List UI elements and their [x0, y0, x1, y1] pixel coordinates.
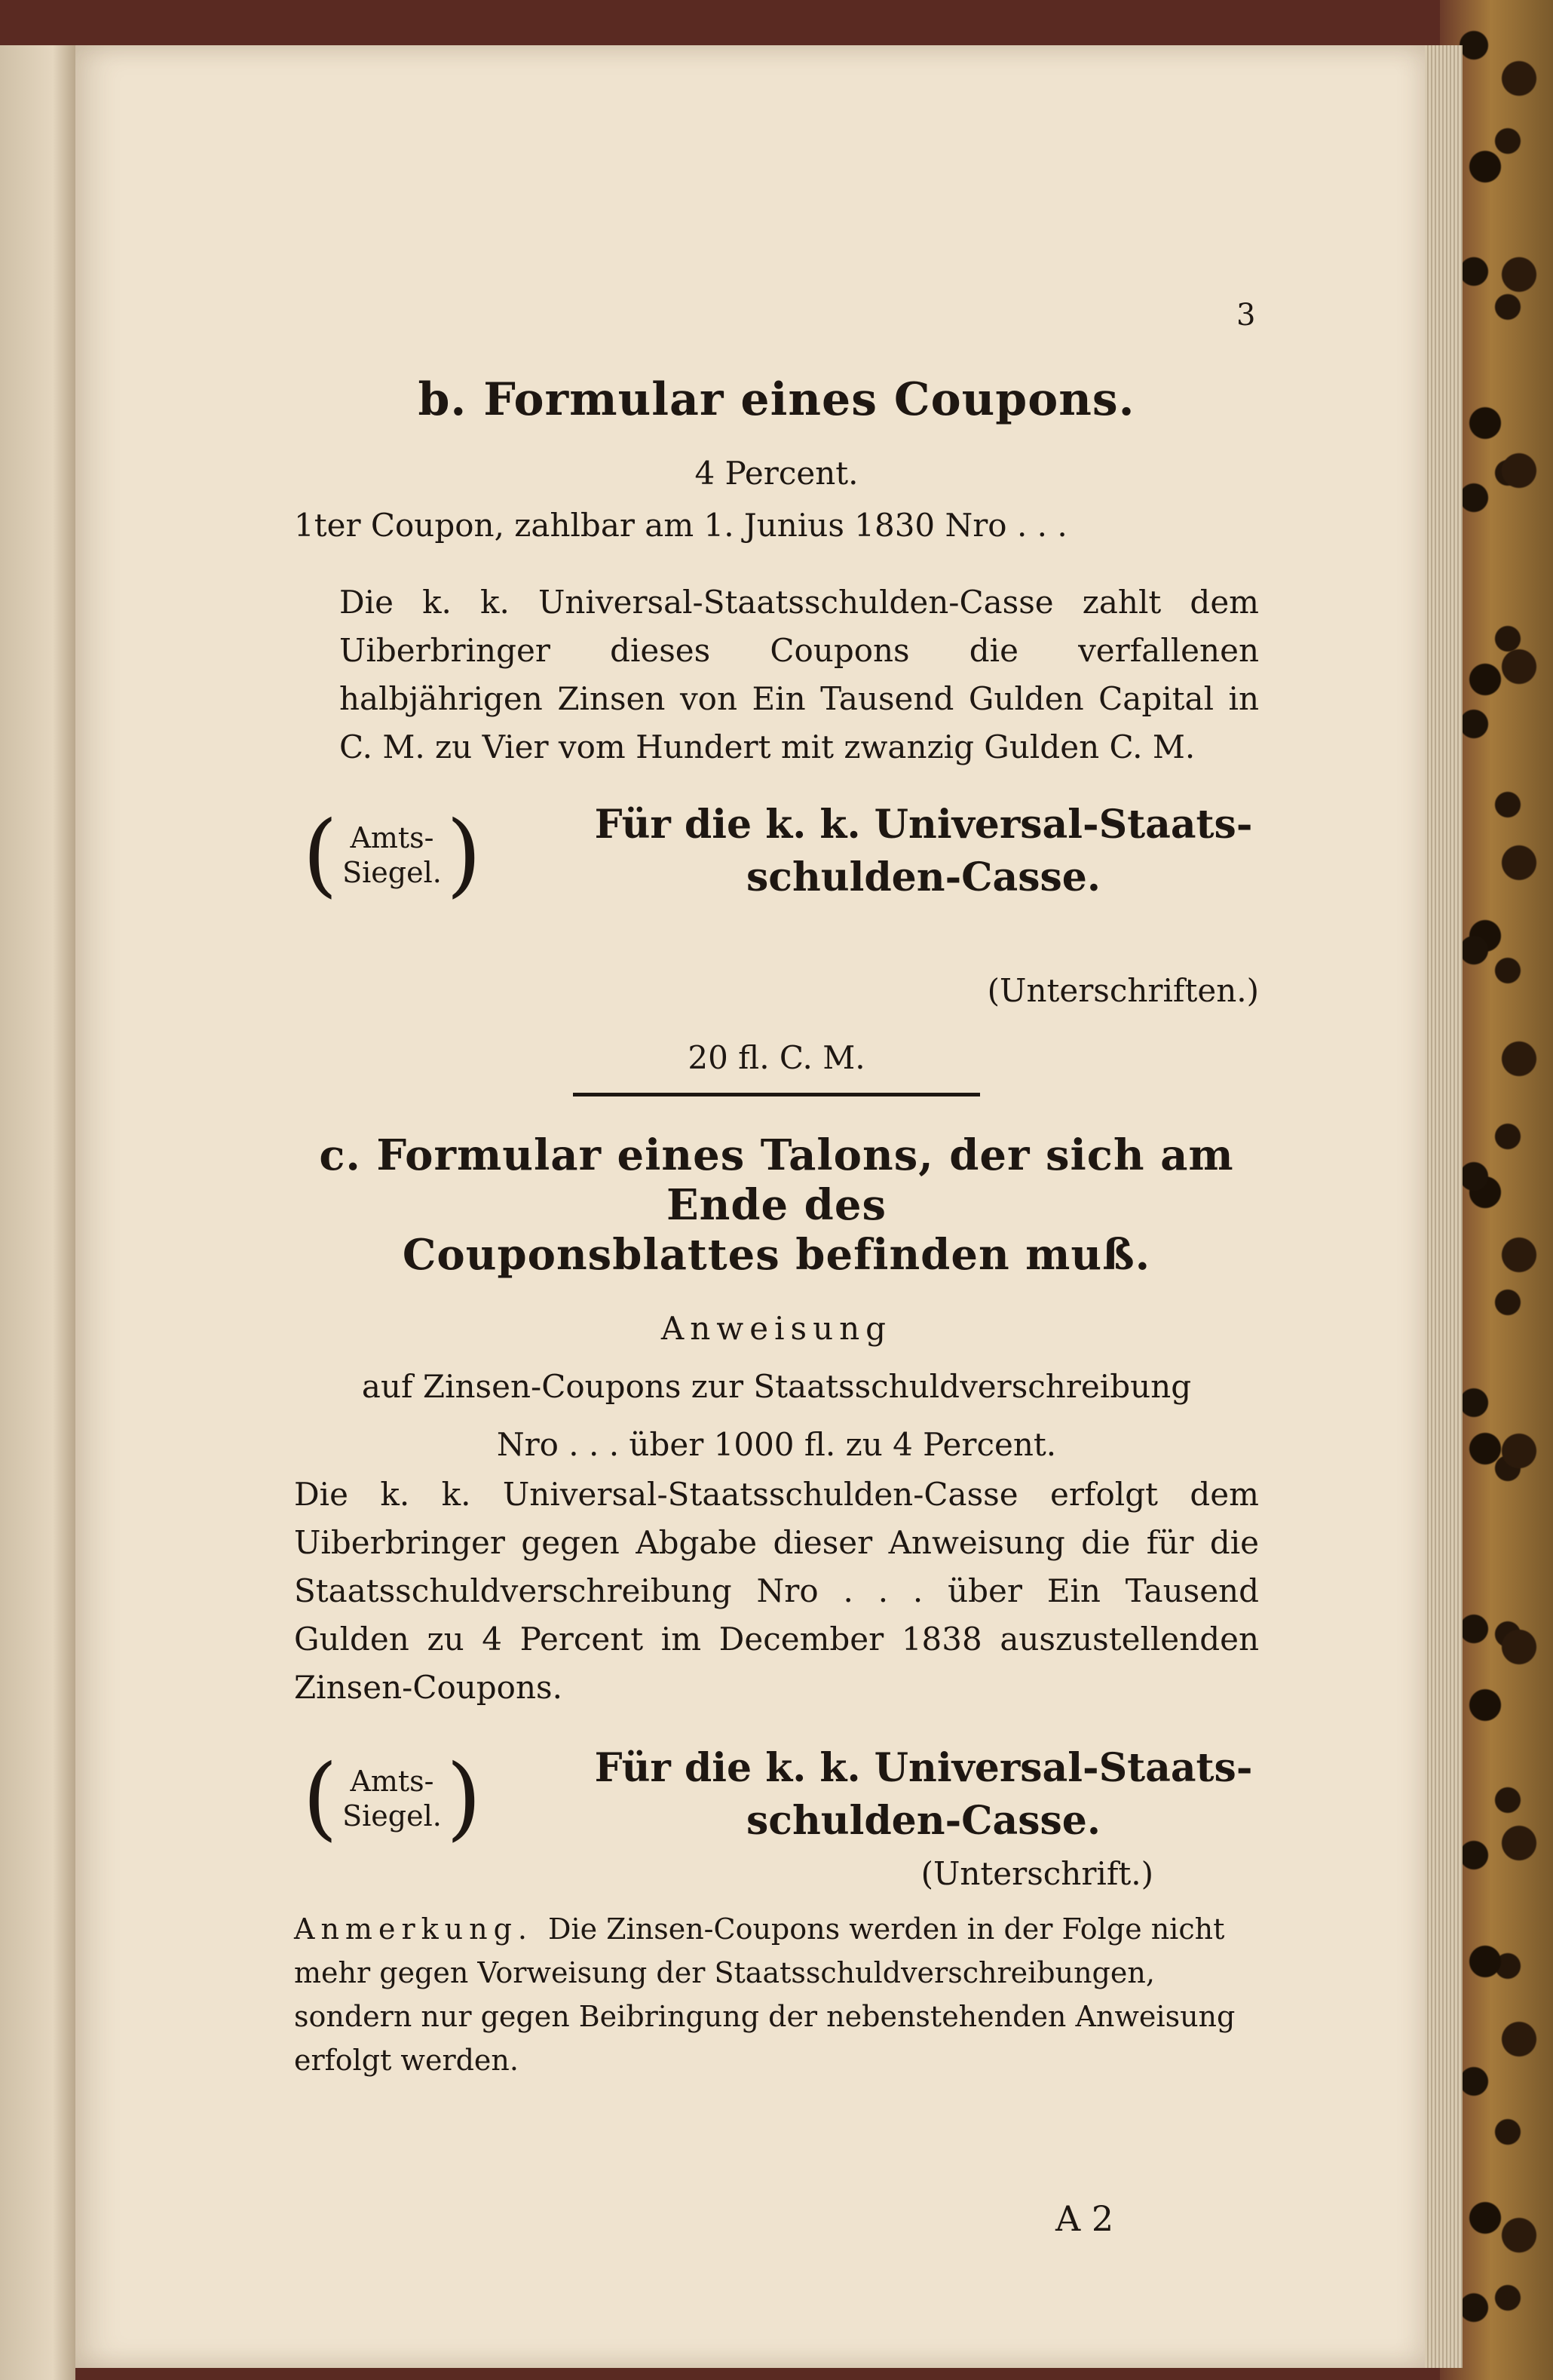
talon-subheading: auf Zinsen-Coupons zur Staatsschuldverschreibung [361, 1368, 1192, 1405]
talon-form-title-line-1: c. Formular eines Talons, der sich am Ende des [319, 1130, 1234, 1230]
seal-line-2: Siegel. [342, 856, 442, 889]
coupon-body-text: Die k. k. Universal-Staatsschulden-Casse zahlt dem Uiberbringer dieses Coupons die verfallenen halbjährigen Zinsen von Ein Tausend Gulden Capital in C. M. zu Vier vom Hundert mit zwanzig Gulden C. M. [339, 584, 1259, 765]
seal-line-2: Siegel. [342, 1799, 442, 1833]
coupon-signature-block [294, 799, 1259, 972]
official-seal: ( Amts- Siegel. ) [302, 802, 482, 907]
remark-label: Anmerkung. [294, 1912, 533, 1946]
book-page [75, 45, 1425, 2368]
coupon-form-title: b. Formular eines Coupons. [418, 373, 1135, 426]
issuing-office-line-2: schulden-Casse. [746, 854, 1101, 900]
issuing-office [588, 1742, 1259, 1848]
remark [294, 1907, 1259, 2082]
previous-page-edge [0, 45, 75, 2380]
coupon-line: 1ter Coupon, zahlbar am 1. Junius 1830 Nro . . . [294, 507, 1067, 544]
talon-signature-block [294, 1742, 1259, 1855]
official-seal: ( Amts- Siegel. ) [302, 1746, 482, 1851]
issuing-office-line-2: schulden-Casse. [746, 1798, 1101, 1844]
coupon-rate: 4 Percent. [694, 455, 859, 492]
talon-body-text: Die k. k. Universal-Staatsschulden-Casse erfolgt dem Uiberbringer gegen Abgabe dieser Anweisung die für die Staatsschuldverschreibung Nro . . . über Ein Tausend Gulden zu 4 Percent im December 1838 auszustellenden Zinsen-Coupons. [294, 1476, 1259, 1706]
page-content [294, 45, 1259, 2082]
remark-text: Die Zinsen-Coupons werden in der Folge nicht mehr gegen Vorweisung der Staatsschuldverschreibungen, sondern nur gegen Beibringung der nebenstehenden Anweisung erfolgt werden. [294, 1912, 1236, 2077]
page-number: 3 [1236, 298, 1256, 333]
seal-line-1: Amts- [350, 821, 434, 854]
issuing-office-line-1: Für die k. k. Universal-Staats- [594, 1745, 1253, 1791]
seal-line-1: Amts- [350, 1765, 434, 1798]
issuing-office-line-1: Für die k. k. Universal-Staats- [594, 802, 1253, 848]
printer-signature-mark: A 2 [1055, 2198, 1114, 2239]
signature-note: (Unterschrift.) [920, 1855, 1153, 1892]
talon-form-title-line-2: Couponsblattes befinden muß. [402, 1230, 1151, 1280]
signatures-note: (Unterschriften.) [987, 972, 1259, 1009]
talon-heading: Anweisung [660, 1310, 893, 1347]
coupon-amount: 20 fl. C. M. [688, 1039, 865, 1076]
talon-nro-line: Nro . . . über 1000 fl. zu 4 Percent. [496, 1426, 1057, 1463]
issuing-office [588, 799, 1259, 904]
